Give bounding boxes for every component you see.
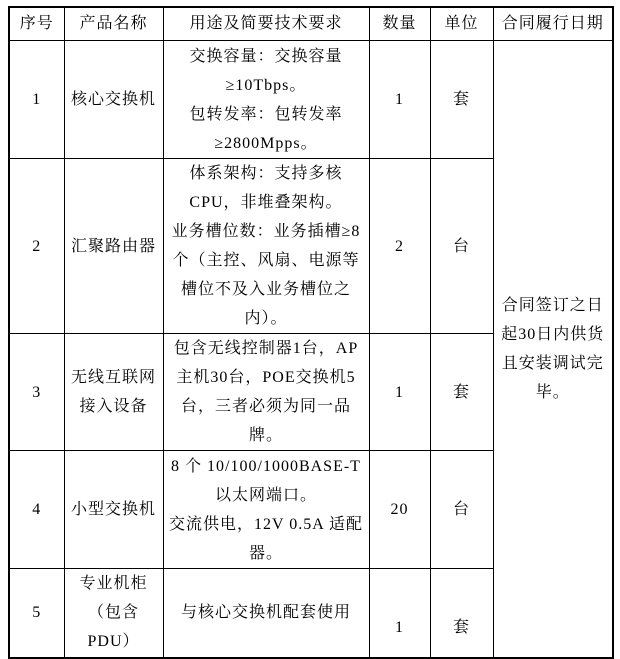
product-name-cell: 核心交换机	[64, 41, 163, 159]
product-name-cell: 小型交换机	[64, 451, 163, 569]
spec-paragraph: 与核心交换机配套使用	[180, 604, 351, 622]
header-serial-number: 序号	[9, 7, 64, 41]
unit-cell: 台	[430, 451, 493, 569]
specs-cell	[163, 41, 369, 159]
spec-paragraph: 8 个 10/100/1000BASE-T 以太网端口。	[171, 457, 361, 504]
quantity-cell: 1	[369, 569, 430, 658]
quantity-cell: 1	[369, 334, 430, 451]
quantity-cell: 2	[369, 159, 430, 334]
spec-paragraph: 业务槽位数：业务插槽≥8个（主控、风扇、电源等槽位不及入业务槽位之内）。	[171, 223, 361, 327]
quantity-cell: 20	[369, 451, 430, 569]
serial-number-cell: 4	[9, 451, 64, 569]
product-name-cell: 无线互联网接入设备	[64, 334, 163, 451]
header-unit: 单位	[430, 7, 493, 41]
quantity-cell: 1	[369, 41, 430, 159]
product-name-cell: 汇聚路由器	[64, 159, 163, 334]
header-usage-specs: 用途及简要技术要求	[163, 7, 369, 41]
header-contract-date: 合同履行日期	[493, 7, 613, 41]
serial-number-cell: 2	[9, 159, 64, 334]
contract-date-cell: 合同签订之日起30日内供货且安装调试完毕。	[493, 41, 613, 658]
spec-paragraph: 交流供电，12V 0.5A 适配器。	[169, 515, 363, 562]
unit-cell: 套	[430, 334, 493, 451]
serial-number-cell: 3	[9, 334, 64, 451]
spec-paragraph: 包含无线控制器1台，AP主机30台，POE交换机5台，三者必须为同一品牌。	[173, 340, 359, 444]
spec-paragraph: 交换容量：交换容量≥10Tbps。	[189, 47, 343, 94]
serial-number-cell: 1	[9, 41, 64, 159]
spec-paragraph: 体系架构：支持多核CPU，非堆叠架构。	[189, 165, 343, 211]
product-requirements-table	[8, 6, 614, 659]
unit-cell: 台	[430, 159, 493, 334]
specs-cell	[163, 159, 369, 334]
header-product-name: 产品名称	[64, 7, 163, 41]
spec-paragraph: 包转发率：包转发率≥2800Mpps。	[189, 105, 343, 152]
table-header-row	[9, 7, 613, 41]
unit-cell: 套	[430, 41, 493, 159]
specs-cell	[163, 451, 369, 569]
header-quantity: 数量	[369, 7, 430, 41]
specs-cell	[163, 569, 369, 658]
unit-cell: 套	[430, 569, 493, 658]
serial-number-cell: 5	[9, 569, 64, 658]
specs-cell	[163, 334, 369, 451]
product-name-cell: 专业机柜（包含PDU）	[64, 569, 163, 658]
table-row	[9, 41, 613, 159]
